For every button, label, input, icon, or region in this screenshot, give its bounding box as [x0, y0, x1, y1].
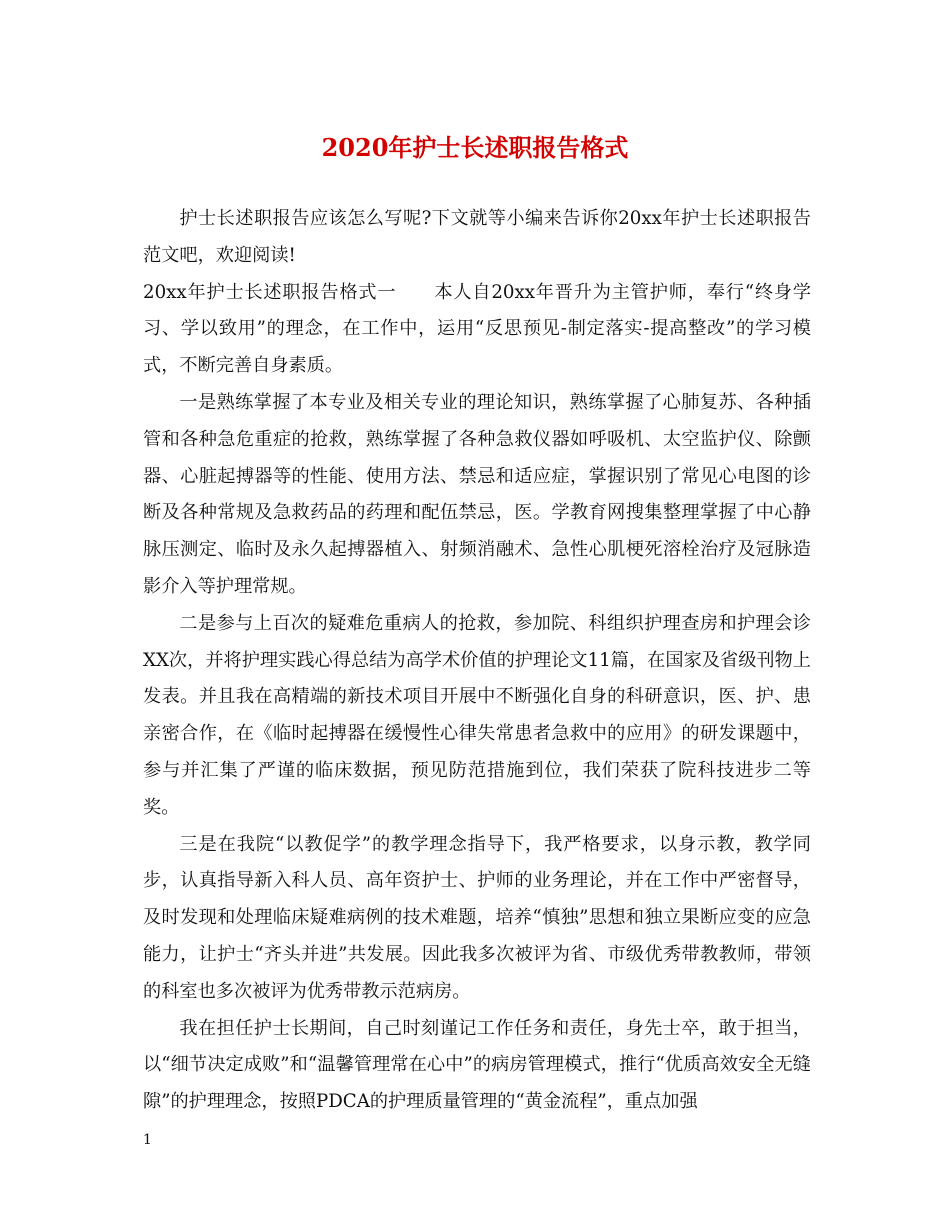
- paragraph-point-three: 三是在我院“以教促学”的教学理念指导下，我严格要求，以身示教，教学同步，认真指导新入科人员、高年资护士、护师的业务理论，并在工作中严密督导，及时发现和处理临床疑难病例的技术难题，培养“慎独”思想和独立果断应变的应急能力，让护士“齐头并进”共发展。因此我多次被评为省、市级优秀带教教师，带领的科室也多次被评为优秀带教示范病房。: [143, 833, 811, 1002]
- paragraph-point-two: 二是参与上百次的疑难危重病人的抢救，参加院、科组织护理查房和护理会诊XX次，并将护理实践心得总结为高学术价值的护理论文11篇，在国家及省级刊物上发表。并且我在高精端的新技术项目开展中不断强化自身的科研意识，医、护、患亲密合作，在《临时起搏器在缓慢性心律失常患者急救中的应用》的研发课题中，参与并汇集了严谨的临床数据，预见防范措施到位，我们荣获了院科技进步二等奖。: [143, 612, 811, 818]
- page-number: 1: [143, 1132, 152, 1148]
- paragraph-format-one: 20xx年护士长述职报告格式一 本人自20xx年晋升为主管护师，奉行“终身学习、学以致用”的理念，在工作中，运用“反思预见-制定落实-提高整改”的学习模式，不断完善自身素质。: [143, 281, 811, 377]
- paragraph-intro: 护士长述职报告应该怎么写呢?下文就等小编来告诉你20xx年护士长述职报告范文吧，欢迎阅读!: [143, 208, 811, 266]
- paragraph-point-one: 一是熟练掌握了本专业及相关专业的理论知识，熟练掌握了心肺复苏、各种插管和各种急危重症的抢救，熟练掌握了各种急救仪器如呼吸机、太空监护仪、除颤器、心脏起搏器等的性能、使用方法、禁忌和适应症，掌握识别了常见心电图的诊断及各种常规及急救药品的药理和配伍禁忌，医。学教育网搜集整理掌握了中心静脉压测定、临时及永久起搏器植入、射频消融术、急性心肌梗死溶栓治疗及冠脉造影介入等护理常规。: [143, 391, 811, 597]
- paragraph-head-nurse-duty: 我在担任护士长期间，自己时刻谨记工作任务和责任，身先士卒，敢于担当，以“细节决定成败”和“温馨管理常在心中”的病房管理模式，推行“优质高效安全无缝隙”的护理理念，按照PDCA的护理质量管理的“黄金流程”，重点加强: [143, 1017, 811, 1113]
- document-title: 2020年护士长述职报告格式: [321, 133, 629, 162]
- document-body: [143, 201, 811, 1121]
